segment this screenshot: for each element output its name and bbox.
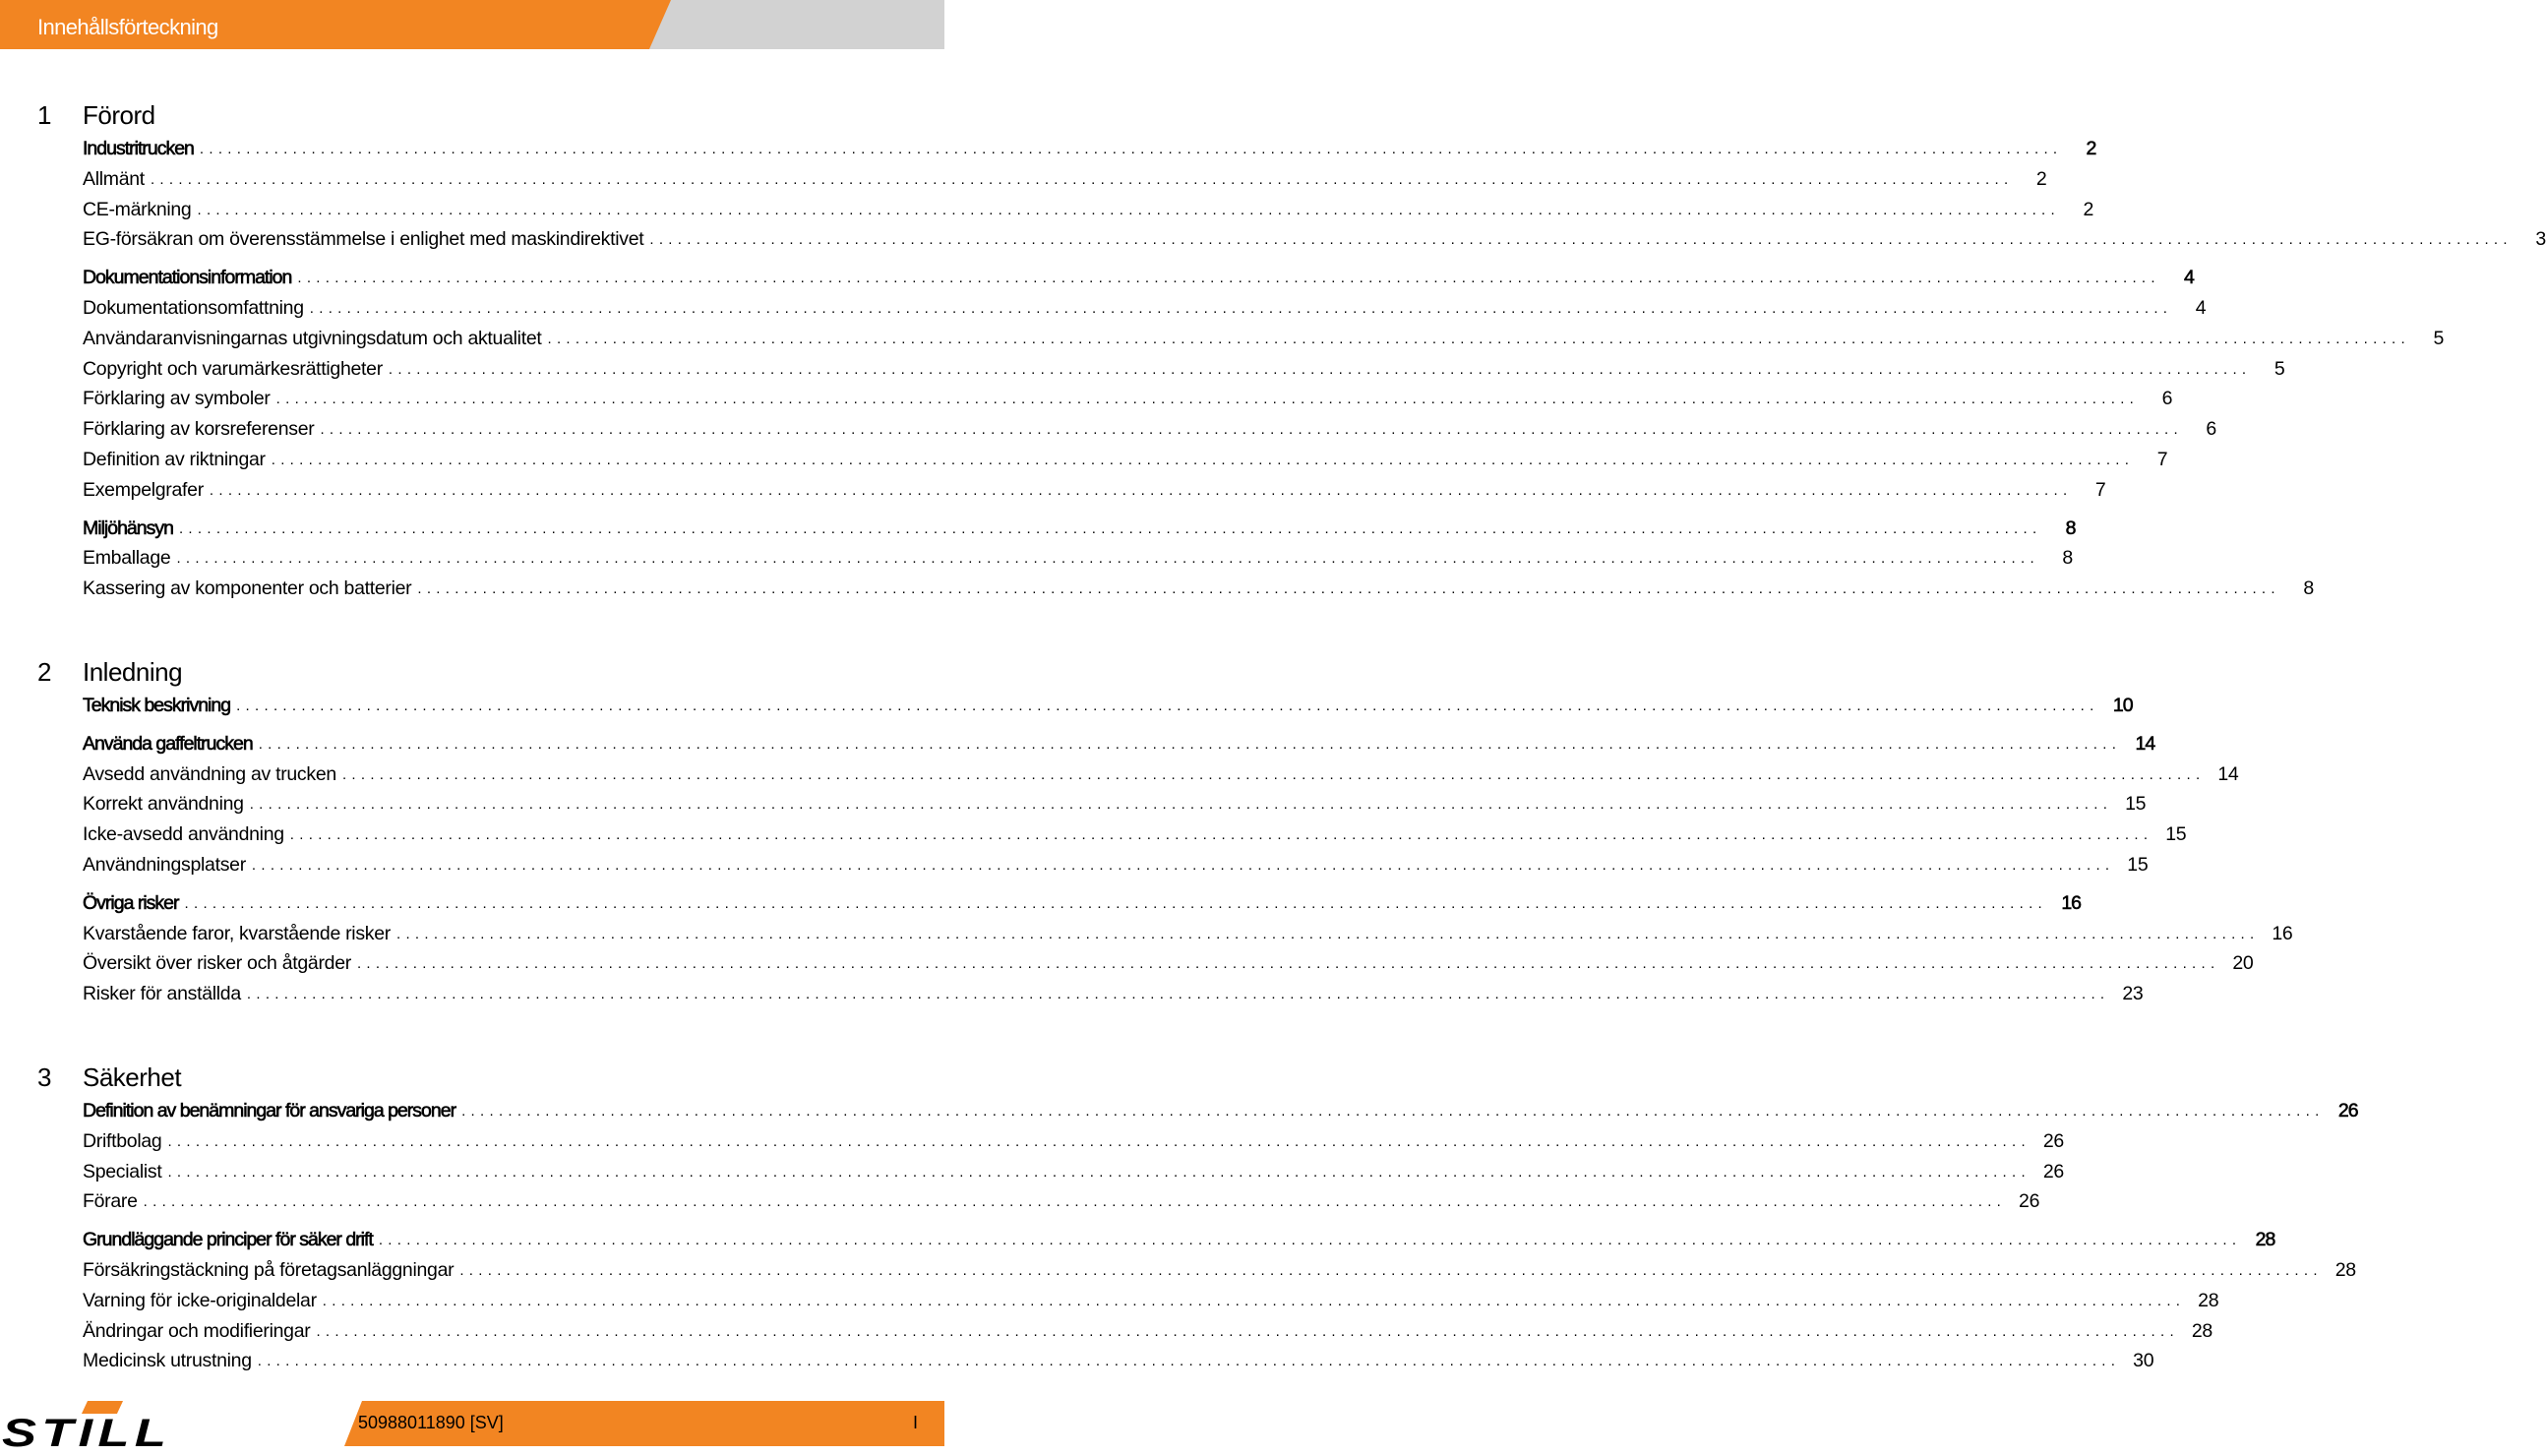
toc-entry[interactable] [83, 1190, 2040, 1221]
dot-leader: ........................................................................................................................................................................................................ [178, 519, 2042, 537]
toc-entry-title: CE-märkning [83, 198, 192, 220]
dot-leader: ........................................................................................................................................................................................................ [322, 1292, 2186, 1309]
dot-leader: ........................................................................................................................................................................................................ [275, 391, 2140, 408]
toc-entry-title: Allmänt [83, 167, 145, 190]
toc-page-number: 15 [2125, 793, 2147, 816]
dot-leader: ........................................................................................................................................................................................................ [417, 580, 2280, 598]
toc-entry-list [83, 695, 2293, 1013]
dot-leader: ........................................................................................................................................................................................................ [184, 894, 2048, 912]
toc-entry[interactable] [83, 1129, 2064, 1161]
toc-entry-title: Förklaring av symboler [83, 388, 271, 410]
dot-leader: ........................................................................................................................................................................................................ [289, 826, 2153, 844]
toc-entry-list [83, 138, 2546, 608]
toc-page-number: 5 [2273, 357, 2285, 380]
toc-entry[interactable] [83, 198, 2093, 229]
toc-entry[interactable] [83, 516, 2076, 548]
toc-entry[interactable] [83, 388, 2173, 418]
dot-leader: ........................................................................................................................................................................................................ [167, 1163, 2031, 1181]
toc-entry-title: EG-försäkran om överensstämmelse i enlighet med maskindirektivet [83, 228, 644, 251]
logo-wordmark: STILL [2, 1412, 171, 1455]
toc-entry[interactable] [83, 732, 2155, 763]
header-band-grey [649, 0, 944, 49]
toc-entry-title: Förare [83, 1190, 138, 1213]
toc-entry-title: Definition av riktningar [83, 448, 266, 470]
dot-leader: ........................................................................................................................................................................................................ [378, 1232, 2242, 1249]
dot-leader: ........................................................................................................................................................................................................ [356, 955, 2220, 973]
toc-page-number: 15 [2165, 823, 2187, 846]
toc-entry[interactable] [83, 853, 2149, 884]
toc-entry[interactable] [83, 1160, 2064, 1191]
toc-entry-title: Avsedd användning av trucken [83, 762, 336, 785]
toc-page-number: 28 [2191, 1319, 2213, 1342]
toc-entry-title: Kassering av komponenter och batterier [83, 577, 412, 600]
toc-entry-title: Emballage [83, 547, 171, 570]
chapter-number: 1 [37, 100, 52, 130]
toc-entry-title: Medicinsk utrustning [83, 1350, 252, 1372]
toc-entry-title: Exempelgrafer [83, 478, 204, 501]
toc-entry[interactable] [83, 1258, 2356, 1290]
toc-entry[interactable] [83, 922, 2293, 953]
toc-page-number: 8 [2062, 547, 2073, 570]
toc-entry-title: Förklaring av korsreferenser [83, 418, 315, 441]
dot-leader: ........................................................................................................................................................................................................ [395, 925, 2260, 942]
toc-page-number: 4 [2195, 296, 2207, 319]
toc-entry[interactable] [83, 577, 2314, 608]
toc-entry[interactable] [83, 891, 2082, 923]
dot-leader: ........................................................................................................................................................................................................ [258, 735, 2122, 753]
chapter-number: 3 [37, 1062, 52, 1092]
dot-leader: ........................................................................................................................................................................................................ [459, 1261, 2323, 1279]
dot-leader: ........................................................................................................................................................................................................ [257, 1353, 2121, 1370]
toc-page-number: 8 [2065, 516, 2076, 539]
toc-page-number: 6 [2206, 418, 2216, 441]
toc-page-number: 4 [2184, 267, 2194, 289]
toc-entry-title: Dokumentationsinformation [83, 267, 292, 289]
toc-entry[interactable] [83, 1289, 2219, 1320]
toc-entry-title: Copyright och varumärkesrättigheter [83, 357, 383, 380]
dot-leader: ........................................................................................................................................................................................................ [649, 231, 2513, 249]
toc-page-number: 2 [2086, 138, 2096, 159]
toc-entry-title: Korrekt användning [83, 793, 244, 816]
toc-entry-title: Övriga risker [83, 891, 179, 914]
toc-page-number: 14 [2217, 762, 2239, 785]
toc-page-number: 16 [2272, 922, 2293, 944]
toc-page-number: 30 [2133, 1350, 2154, 1372]
page-number: I [913, 1413, 919, 1432]
dot-leader: ........................................................................................................................................................................................................ [316, 1322, 2179, 1340]
dot-leader: ........................................................................................................................................................................................................ [143, 1193, 2007, 1211]
toc-entry-title: Ändringar och modifieringar [83, 1319, 311, 1342]
toc-entry-title: Försäkringstäckning på företagsanläggningar [83, 1258, 455, 1281]
dot-leader: ........................................................................................................................................................................................................ [249, 796, 2113, 814]
toc-entry-title: Använda gaffeltrucken [83, 732, 253, 755]
toc-entry-list [83, 1100, 2358, 1380]
toc-page-number: 26 [2019, 1190, 2040, 1213]
dot-leader: ........................................................................................................................................................................................................ [271, 451, 2135, 468]
toc-page-number: 23 [2122, 983, 2144, 1005]
dot-leader: ........................................................................................................................................................................................................ [461, 1103, 2325, 1120]
dot-leader: ........................................................................................................................................................................................................ [341, 765, 2206, 783]
toc-entry-title: Risker för anställda [83, 983, 241, 1005]
toc-entry[interactable] [83, 695, 2133, 725]
page-title: Innehållsförteckning [37, 15, 218, 39]
dot-leader: ........................................................................................................................................................................................................ [246, 986, 2110, 1003]
toc-page-number: 3 [2535, 228, 2546, 251]
chapter-title[interactable]: Säkerhet [83, 1062, 182, 1092]
toc-page-number: 26 [2042, 1129, 2064, 1152]
toc-entry[interactable] [83, 762, 2239, 794]
toc-page-number: 10 [2112, 695, 2133, 716]
toc-entry-title: Teknisk beskrivning [83, 695, 231, 716]
toc-entry[interactable] [83, 1350, 2154, 1380]
dot-leader: ........................................................................................................................................................................................................ [388, 360, 2252, 378]
dot-leader: ........................................................................................................................................................................................................ [309, 299, 2173, 317]
toc-entry-title: Översikt över risker och åtgärder [83, 952, 351, 975]
toc-page-number: 28 [2198, 1289, 2219, 1311]
toc-entry[interactable] [83, 267, 2194, 297]
toc-page-number: 28 [2255, 1229, 2275, 1251]
toc-entry[interactable] [83, 1229, 2275, 1259]
toc-entry-title: Driftbolag [83, 1129, 162, 1152]
toc-entry-title: Industritrucken [83, 138, 194, 159]
toc-entry[interactable] [83, 228, 2546, 259]
toc-entry[interactable] [83, 547, 2073, 577]
toc-entry[interactable] [83, 1319, 2213, 1351]
toc-page-number: 28 [2334, 1258, 2356, 1281]
dot-leader: ........................................................................................................................................................................................................ [251, 856, 2115, 874]
still-logo [0, 1412, 177, 1455]
toc-entry[interactable] [83, 823, 2187, 854]
toc-entry-title: Grundläggande principer för säker drift [83, 1229, 373, 1251]
toc-page-number: 8 [2303, 577, 2314, 600]
toc-page-number: 7 [2094, 478, 2106, 501]
toc-page-number: 16 [2061, 891, 2082, 914]
toc-page-number: 5 [2433, 327, 2444, 349]
toc-entry-title: Definition av benämningar för ansvariga personer [83, 1100, 456, 1122]
dot-leader: ........................................................................................................................................................................................................ [547, 330, 2410, 347]
toc-entry[interactable] [83, 952, 2254, 983]
toc-page-number: 6 [2161, 388, 2173, 410]
dot-leader: ........................................................................................................................................................................................................ [209, 481, 2073, 499]
toc-entry-title: Miljöhänsyn [83, 516, 173, 539]
dot-leader: ........................................................................................................................................................................................................ [236, 698, 2099, 714]
toc-page-number: 20 [2232, 952, 2254, 975]
dot-leader: ........................................................................................................................................................................................................ [320, 421, 2183, 439]
toc-entry[interactable] [83, 357, 2285, 389]
toc-entry[interactable] [83, 138, 2096, 168]
chapter-title[interactable]: Inledning [83, 657, 183, 687]
dot-leader: ........................................................................................................................................................................................................ [176, 550, 2039, 568]
document-number: 50988011890 [SV] [358, 1413, 504, 1432]
toc-entry[interactable] [83, 478, 2106, 510]
toc-page-number: 15 [2127, 853, 2149, 876]
toc-page-number: 2 [2083, 198, 2093, 220]
toc-entry-title: Användaranvisningarnas utgivningsdatum och aktualitet [83, 327, 542, 349]
toc-entry[interactable] [83, 983, 2144, 1013]
toc-entry[interactable] [83, 418, 2216, 449]
dot-leader: ........................................................................................................................................................................................................ [150, 170, 2014, 188]
toc-entry-title: Kvarstående faror, kvarstående risker [83, 922, 391, 944]
toc-entry-title: Dokumentationsomfattning [83, 296, 304, 319]
chapter-title[interactable]: Förord [83, 100, 155, 130]
dot-leader: ........................................................................................................................................................................................................ [197, 201, 2060, 218]
toc-entry-title: Specialist [83, 1160, 162, 1183]
toc-entry[interactable] [83, 1100, 2358, 1130]
toc-page-number: 2 [2035, 167, 2047, 190]
dot-leader: ........................................................................................................................................................................................................ [199, 141, 2063, 157]
dot-leader: ........................................................................................................................................................................................................ [297, 270, 2160, 287]
toc-page-number: 26 [2337, 1100, 2358, 1122]
toc-entry[interactable] [83, 296, 2207, 328]
toc-entry[interactable] [83, 448, 2168, 479]
toc-entry-title: Icke-avsedd användning [83, 823, 284, 846]
toc-entry[interactable] [83, 167, 2047, 199]
toc-entry[interactable] [83, 327, 2444, 358]
toc-entry-title: Användningsplatser [83, 853, 246, 876]
toc-entry-title: Varning för icke-originaldelar [83, 1289, 317, 1311]
chapter-number: 2 [37, 657, 52, 687]
toc-entry[interactable] [83, 793, 2147, 823]
toc-page-number: 26 [2042, 1160, 2064, 1183]
toc-page-number: 14 [2135, 732, 2155, 755]
toc-page-number: 7 [2156, 448, 2168, 470]
dot-leader: ........................................................................................................................................................................................................ [167, 1132, 2031, 1150]
